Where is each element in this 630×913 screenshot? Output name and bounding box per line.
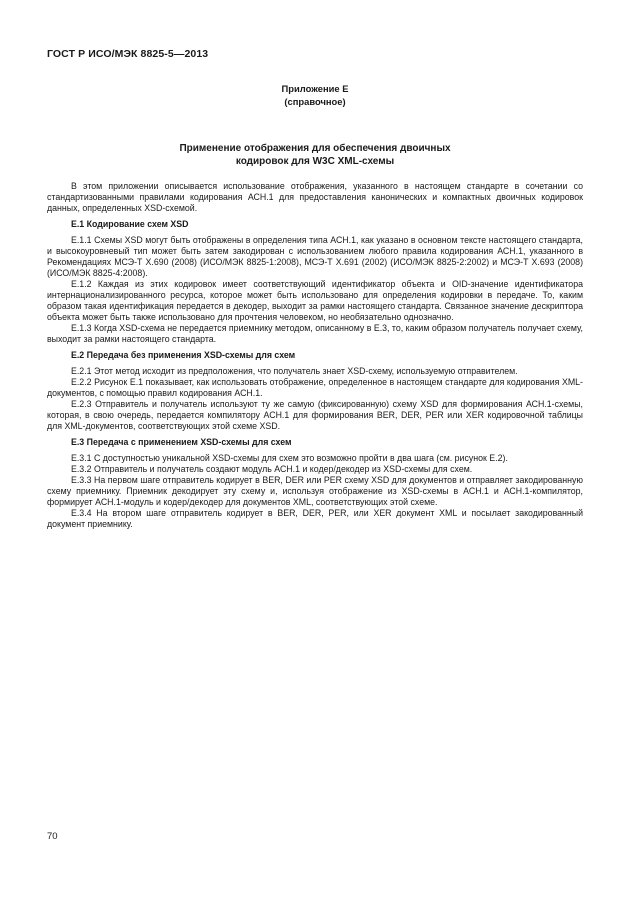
section-heading-e3: Е.3 Передача с применением XSD-схемы для схем: [71, 437, 292, 447]
paragraph-e3-2: Е.3.2 Отправитель и получатель создают модуль АСН.1 и кодер/декодер из XSD-схемы для схем.: [71, 464, 473, 474]
standard-designation: ГОСТ Р ИСО/МЭК 8825-5—2013: [47, 48, 209, 60]
paragraph-e1-2: Е.1.2 Каждая из этих кодировок имеет соответствующий идентификатор объекта и OID-значение идентификатора интернационализированного ресурса, которое может быть использовано для определения кодировки в передаче. То, каким образом такая идентификация передается в декодер, выходит за рамки настоящего стандарта. Связанное значение дескриптора объекта может быть также использовано для прочтения человеком, но необязательно однозначно.: [47, 279, 583, 322]
intro-paragraph: В этом приложении описывается использование отображения, указанного в настоящем стандарте в сочетании со стандартизованными правилами кодирования АСН.1 для предоставления канонических и компактных двоичных кодировок данных, определенных XSD-схемой.: [47, 181, 583, 213]
annex-type: (справочное): [284, 95, 346, 107]
paragraph-e1-3: Е.1.3 Когда XSD-схема не передается приемнику методом, описанному в Е.3, то, каким образом получатель получает схему, выходит за рамки настоящего стандарта.: [47, 323, 583, 344]
annex-label: Приложение Е: [281, 83, 349, 94]
section-heading-e1: Е.1 Кодирование схем XSD: [71, 219, 189, 229]
annex-title-line-1: Применение отображения для обеспечения двоичных: [179, 143, 451, 154]
annex-label-block: [0, 83, 630, 108]
paragraph-e2-3: Е.2.3 Отправитель и получатель используют ту же самую (фиксированную) схему XSD для формирования АСН.1-схемы, которая, в свою очередь, передается компилятору АСН.1 для формирования BER, DER, PER или XER кодировочной таблицы для XML-документов, соответствующих этой схеме XSD.: [47, 399, 583, 431]
paragraph-e3-1: Е.3.1 С доступностью уникальной XSD-схемы для схем это возможно пройти в два шага (см. рисунок Е.2).: [71, 453, 508, 463]
section-heading-e2: Е.2 Передача без применения XSD-схемы для схем: [71, 350, 296, 360]
annex-body: [47, 181, 583, 530]
annex-title-line-2: кодировок для W3C XML-схемы: [235, 156, 395, 167]
paragraph-e3-3: Е.3.3 На первом шаге отправитель кодирует в BER, DER или PER схему XSD для документов и отправляет закодированную схему приемнику. Приемник декодирует эту схему и, используя отображение из XSD-схемы в АСН.1 и АСН.1-компилятор, формирует АСН.1-модуль и кодер/декодер для документов XML, соответствующих этой схеме.: [47, 475, 583, 507]
paragraph-e2-1: Е.2.1 Этот метод исходит из предположения, что получатель знает XSD-схему, используемую отправителем.: [71, 366, 518, 376]
paragraph-e1-1: Е.1.1 Схемы XSD могут быть отображены в определения типа АСН.1, как указано в основном тексте настоящего стандарта, и высокоуровневый тип может быть затем закодирован с использованием любого правила кодирования АСН.1, указанного в Рекомендациях МСЭ-Т X.690 (2008) (ИСО/МЭК 8825-1:2008), МСЭ-Т X.691 (2002) (ИСО/МЭК 8825-2:2002) и МСЭ-Т X.693 (2008) (ИСО/МЭК 8825-4:2008).: [47, 235, 583, 278]
annex-title: [60, 142, 570, 168]
paragraph-e3-4: Е.3.4 На втором шаге отправитель кодирует в BER, DER, PER, или XER документ XML и посылает закодированный документ приемнику.: [47, 508, 583, 529]
paragraph-e2-2: Е.2.2 Рисунок Е.1 показывает, как использовать отображение, определенное в настоящем стандарте для кодирования XML-документов, с помощью правил кодирования АСН.1.: [47, 377, 583, 398]
page-number: 70: [47, 831, 58, 842]
